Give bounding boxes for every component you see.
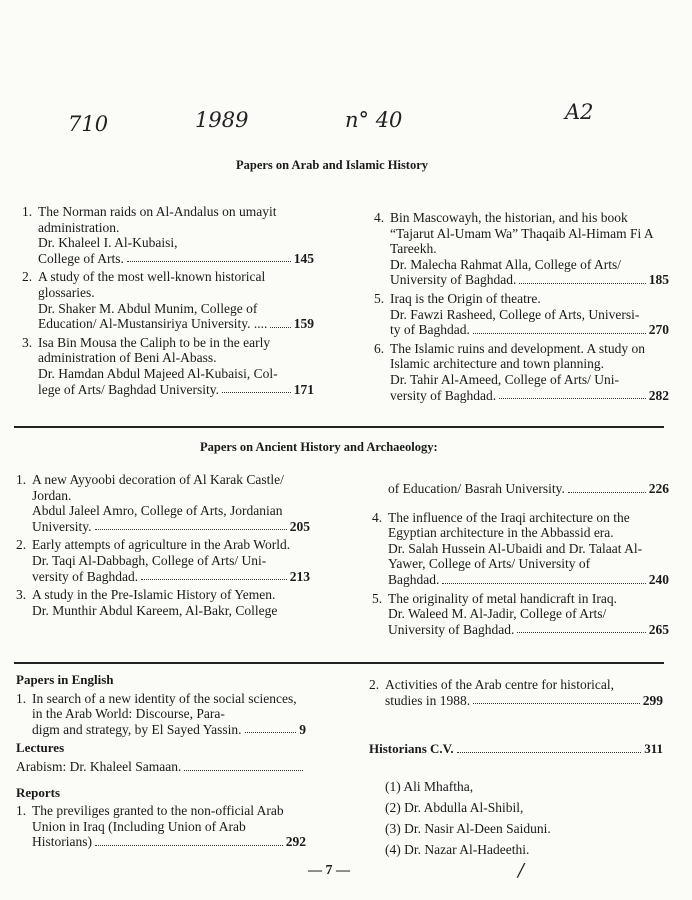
cv-item: (3) Dr. Nasir Al-Deen Saiduni.	[385, 820, 551, 836]
toc-entry: 5. The originality of metal handicraft in Iraq. Dr. Waleed M. Al-Jadir, College of Arts/ University of Baghdad. 265	[372, 590, 669, 637]
cv-item: (4) Dr. Nazar Al-Hadeethi.	[385, 841, 530, 857]
section3-right-column	[369, 677, 663, 860]
handwritten-note-710: 710	[68, 112, 109, 136]
page-number: — 7 —	[308, 863, 350, 878]
section1-left-column	[22, 204, 314, 400]
lecture-entry: Arabism: Dr. Khaleel Samaan.	[16, 759, 306, 775]
section1-right-column	[374, 210, 669, 406]
toc-entry: 4. The influence of the Iraqi architecture on the Egyptian architecture in the Abbassid era. Dr. Salah Hussein Al-Ubaidi and Dr. Talaat Al-Yawer, College of Arts/ University of Baghdad. 240	[372, 509, 669, 587]
continued-entry: of Education/ Basrah University. 226	[388, 481, 669, 496]
toc-entry: 3. A study in the Pre-Islamic History of Yemen. Dr. Munthir Abdul Kareem, Al-Bakr, College	[16, 587, 278, 618]
section-title-arab-islamic: Papers on Arab and Islamic History	[236, 158, 429, 172]
handwritten-mark: /	[518, 860, 525, 881]
reports-heading: Reports	[16, 784, 61, 800]
toc-entry: 2. Early attempts of agriculture in the Arab World. Dr. Taqi Al-Dabbagh, College of Arts/ Uni- versity of Baghdad. 213	[16, 537, 310, 584]
lectures-heading: Lectures	[16, 740, 65, 756]
toc-entry: 1. The previliges granted to the non-official Arab Union in Iraq (Including Union of Arab Historians) 292	[16, 803, 306, 850]
section-divider-2	[14, 662, 664, 664]
toc-entry: 2. Activities of the Arab centre for historical, studies in 1988. 299	[369, 677, 663, 708]
cv-item: (1) Ali Mhaftha,	[385, 778, 474, 794]
section-divider	[14, 426, 664, 428]
handwritten-note-a2: A2	[565, 100, 594, 124]
toc-entry: 1. A new Ayyoobi decoration of Al Karak Castle/ Jordan. Abdul Jaleel Amro, College of Arts, Jordanian University. 205	[16, 472, 310, 534]
historians-cv-heading: Historians C.V. 311	[369, 741, 663, 757]
handwritten-note-issue: n° 40	[345, 108, 403, 132]
section3-left-column	[16, 670, 306, 853]
papers-in-english-heading: Papers in English	[16, 672, 114, 687]
toc-entry: 4. Bin Mascowayh, the historian, and his book “Tajarut Al-Umam Wa” Thaqaib Al-Himam Fi A Tareekh. Dr. Malecha Rahmat Alla, College of Arts/ University of Baghdad. 185	[374, 210, 669, 288]
section-title-ancient-history: Papers on Ancient History and Archaeology:	[200, 440, 438, 454]
handwritten-note-year: 1989	[195, 108, 249, 132]
toc-entry: 3. Isa Bin Mousa the Caliph to be in the early administration of Beni Al-Abass. Dr. Hamdan Abdul Majeed Al-Kubaisi, Col- lege of Arts/ Baghdad University. 171	[22, 334, 314, 397]
cv-item: (2) Dr. Abdulla Al-Shibil,	[385, 799, 524, 815]
toc-entry: 1. In search of a new identity of the social sciences, in the Arab World: Discourse, Para- digm and strategy, by El Sayed Yassin. 9	[16, 690, 306, 737]
toc-entry: 6. The Islamic ruins and development. A study on Islamic architecture and town planning. Dr. Tahir Al-Ameed, College of Arts/ Uni- versity of Baghdad. 282	[374, 340, 669, 403]
toc-entry: 2. A study of the most well-known historical glossaries. Dr. Shaker M. Abdul Munim, College of Education/ Al-Mustansiriya University. .... 159	[22, 269, 314, 332]
toc-entry: 1. The Norman raids on Al-Andalus on umayit administration. Dr. Khaleel I. Al-Kubaisi, College of Arts. 145	[22, 204, 314, 266]
toc-entry: 5. Iraq is the Origin of theatre. Dr. Fawzi Rasheed, College of Arts, Universi- ty of Baghdad. 270	[374, 290, 669, 338]
section2-right-column	[372, 481, 669, 640]
section2-left-column	[16, 472, 310, 621]
